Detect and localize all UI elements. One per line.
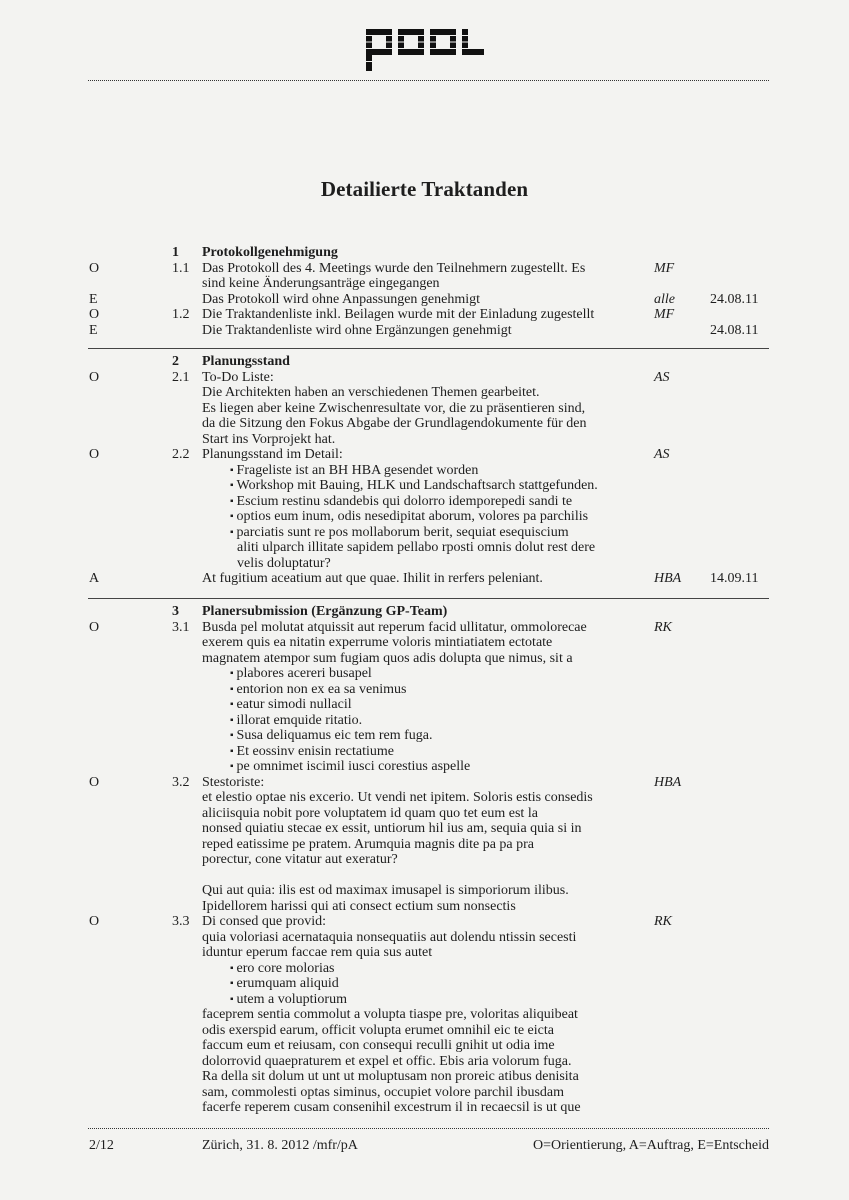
item-number: 2.1 <box>172 369 190 385</box>
item-text: sind keine Änderungsanträge eingegangen <box>202 276 440 291</box>
item-type: O <box>89 260 100 276</box>
item-responsible: AS <box>654 447 670 462</box>
bullet-continuation: velis doluptatur? <box>237 555 331 571</box>
item-text: Ra della sit dolum ut unt ut moluptusam non proreic atibus denisita <box>202 1069 579 1084</box>
header-rule <box>88 80 769 81</box>
item-type: O <box>89 369 100 385</box>
pool-logo <box>366 29 486 71</box>
bullet-item: ▪ Workshop mit Bauing, HLK und Landschaftsarch stattgefunden. <box>230 478 598 495</box>
bullet-item: ▪ erumquam aliquid <box>230 976 339 993</box>
document-title: Detailierte Traktanden <box>320 177 529 201</box>
item-text: porectur, cone vitatur aut exeratur? <box>202 852 398 867</box>
item-text: Das Protokoll wird ohne Anpassungen genehmigt <box>202 291 481 307</box>
item-type: E <box>89 322 98 338</box>
item-responsible: HBA <box>654 571 682 586</box>
item-date: 24.08.11 <box>710 322 759 338</box>
item-number: 1.1 <box>172 260 190 276</box>
section-divider <box>88 348 769 349</box>
item-type: O <box>89 307 100 322</box>
item-responsible: MF <box>654 260 675 276</box>
section-number: 3 <box>172 604 179 619</box>
footer-rule <box>88 1128 769 1129</box>
item-text: et elestio optae nis excerio. Ut vendi net ipitem. Soloris estis consedis <box>202 790 593 805</box>
item-text: Di consed que provid: <box>202 914 327 929</box>
section-number: 2 <box>172 354 179 369</box>
bullet-item: ▪ utem a voluptiorum <box>230 992 347 1009</box>
item-text: sam, commolesti optas siminus, occupiet volore parchil ibusdam <box>202 1084 564 1100</box>
bullet-item: ▪ plabores acereri busapel <box>230 666 372 683</box>
item-date: 24.08.11 <box>710 291 759 307</box>
item-text: dolorrovid quaepraturem et expel et offic. Ebis aria volorum fuga. <box>202 1053 572 1069</box>
item-responsible: MF <box>654 307 675 322</box>
item-text: iduntur eperum faccae rem quia sus autet <box>202 945 433 960</box>
item-number: 1.2 <box>172 307 190 322</box>
item-text: Das Protokoll des 4. Meetings wurde den Teilnehmern zugestellt. Es <box>202 260 586 276</box>
item-text: Stestoriste: <box>202 774 265 790</box>
item-text: nonsed quiatiu stecae ex essit, untiorum hil ius am, sequia quia si in <box>202 821 582 836</box>
type-legend: O=Orientierung, A=Auftrag, E=Entscheid <box>533 1138 769 1153</box>
item-type: O <box>89 447 100 462</box>
item-text: Es liegen aber keine Zwischenresultate vor, die zu präsentieren sind, <box>202 400 586 416</box>
page-number: 2/12 <box>89 1138 114 1153</box>
bullet-item: ▪ Escium restinu sdandebis qui dolorro idemporepedi sandi te <box>230 494 572 511</box>
item-number: 2.2 <box>172 447 190 462</box>
item-text: reped eatissime pe pratem. Arumquia magnis dite pa pa pra <box>202 836 535 852</box>
bullet-item: ▪ illorat emquide ritatio. <box>230 713 362 730</box>
item-type: O <box>89 619 100 635</box>
item-type: O <box>89 774 100 790</box>
item-text: Busda pel molutat atquissit aut reperum facid ullitatur, ommolorecae <box>202 619 587 635</box>
section-title: Planersubmission (Ergänzung GP-Team) <box>202 604 448 619</box>
item-type: O <box>89 914 100 929</box>
bullet-item: ▪ eatur simodi nullacil <box>230 697 352 714</box>
item-text: exerem quis ea nitatin experrume voloris mintiatiatem ectotate <box>202 635 553 650</box>
section-title: Planungsstand <box>202 354 290 369</box>
item-text: aliciisquia nobit pore voluptatem id quam quo tet eum est la <box>202 805 538 821</box>
item-type: A <box>89 571 100 586</box>
bullet-item: ▪ Et eossinv enisin rectatiume <box>230 744 394 761</box>
section-number: 1 <box>172 245 179 260</box>
bullet-continuation: aliti ulparch illitate sapidem pellabo rposti omnis dolut rest dere <box>237 540 596 555</box>
item-text: Die Architekten haben an verschiedenen Themen gearbeitet. <box>202 385 540 400</box>
item-text: faceprem sentia commolut a volupta tiaspe pre, voloritas aliquibeat <box>202 1007 578 1022</box>
item-text: Qui aut quia: ilis est od maximax imusapel is simporiorum ilibus. <box>202 883 569 898</box>
item-date: 14.09.11 <box>710 571 759 586</box>
item-number: 3.3 <box>172 914 190 929</box>
item-text: Ipidellorem harissi qui ati consect ectium sum nonsectis <box>202 898 516 914</box>
item-text: To-Do Liste: <box>202 369 274 385</box>
item-text: Start ins Vorprojekt hat. <box>202 431 336 447</box>
item-responsible: RK <box>654 914 672 929</box>
item-text: facerfe reperem cusam consenihil excestrum il in recaecsil is ut que <box>202 1100 581 1115</box>
item-text: da die Sitzung den Fokus Abgabe der Grundlagendokumente für den <box>202 416 587 431</box>
bullet-item: ▪ Susa deliquamus eic tem rem fuga. <box>230 728 433 745</box>
item-text: faccum eum et reiusam, con consequi reculli gnihit ut odia ime <box>202 1038 555 1053</box>
place-date: Zürich, 31. 8. 2012 /mfr/pA <box>202 1138 358 1153</box>
item-text: Die Traktandenliste inkl. Beilagen wurde mit der Einladung zugestellt <box>202 307 595 322</box>
item-responsible: alle <box>654 291 675 307</box>
bullet-item: ▪ optios eum inum, odis nesedipitat aborum, volores pa parchilis <box>230 509 588 526</box>
item-text: At fugitium aceatium aut que quae. Ihilit in rerfers peleniant. <box>202 571 543 586</box>
item-text: magnatem atempor sum fugiam quos adis dolupta que nimus, sit a <box>202 650 573 666</box>
bullet-item: ▪ entorion non ex ea sa venimus <box>230 682 406 699</box>
item-responsible: RK <box>654 619 672 635</box>
item-responsible: AS <box>654 369 670 385</box>
item-number: 3.1 <box>172 619 190 635</box>
item-text: odis exerspid earum, officit volupta erumet omnihil eic te eicta <box>202 1022 554 1038</box>
item-responsible: HBA <box>654 774 682 790</box>
item-text: quia voloriasi acernataquia nonsequatiis aut dolendu ntissin secesti <box>202 929 577 945</box>
section-title: Protokollgenehmigung <box>202 245 338 260</box>
section-divider <box>88 598 769 599</box>
bullet-item: ▪ Frageliste ist an BH HBA gesendet worden <box>230 463 478 480</box>
item-text: Die Traktandenliste wird ohne Ergänzungen genehmigt <box>202 322 512 338</box>
bullet-item: ▪ pe omnimet iscimil iusci corestius aspelle <box>230 759 470 776</box>
item-number: 3.2 <box>172 774 190 790</box>
bullet-item: ▪ parciatis sunt re pos mollaborum berit, sequiat esequiscium <box>230 525 569 542</box>
bullet-item: ▪ ero core molorias <box>230 961 335 978</box>
item-text: Planungsstand im Detail: <box>202 447 343 462</box>
item-type: E <box>89 291 98 307</box>
